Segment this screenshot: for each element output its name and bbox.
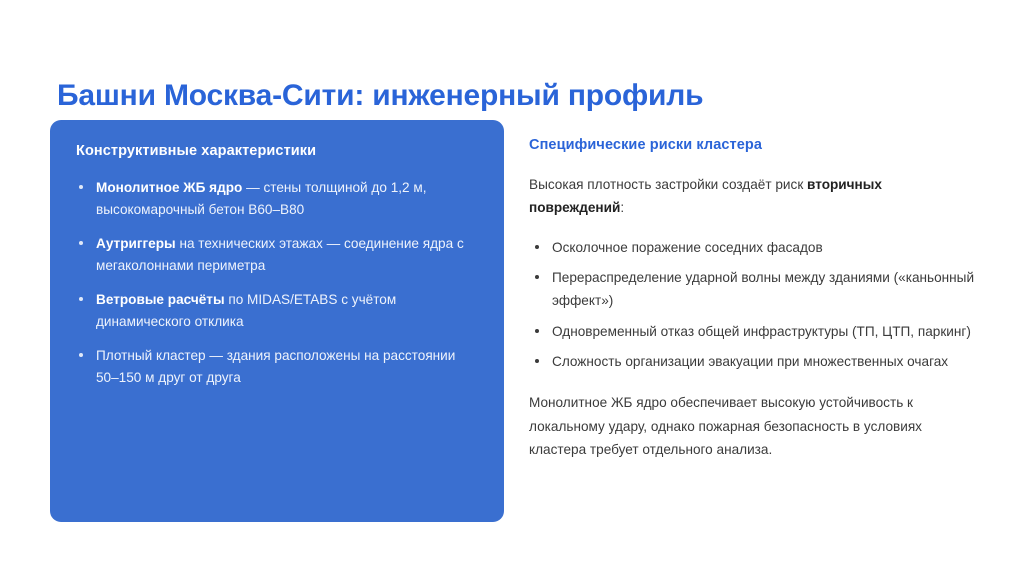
bullet-dot-icon [79,297,83,301]
list-item [76,345,478,389]
list-item-text: по MIDAS/ETABS с учётом динамического отклика [96,291,397,329]
list-item [529,236,979,259]
list-item-text: на технических этажах — соединение ядра с мегаколоннами периметра [96,235,464,273]
bullet-dot-icon [79,353,83,357]
list-item [529,350,979,373]
list-item [529,320,979,343]
risks-bullet-list [529,236,979,374]
list-item-text: Сложность организации эвакуации при множественных очагах [552,354,949,370]
section-heading: Специфические риски кластера [529,137,763,153]
page-title: Башни Москва-Сити: инженерный профиль [57,79,704,113]
bullet-dot-icon [535,329,539,333]
bullet-dot-icon [535,359,539,363]
list-item [76,177,478,221]
list-item-text: Перераспределение ударной волны между зданиями («каньонный эффект») [552,269,975,309]
list-item [529,266,979,313]
list-item-lead: Ветровые расчёты [96,291,225,307]
list-item-text: Осколочное поражение соседних фасадов [552,239,823,255]
intro-text-after: : [620,200,625,216]
bullet-dot-icon [79,241,83,245]
bullet-dot-icon [535,245,539,249]
list-item [76,289,478,333]
list-item-lead: Монолитное ЖБ ядро [96,179,243,195]
list-item-text: — стены толщиной до 1,2 м, высокомарочный бетон B60–B80 [96,179,427,217]
closing-paragraph: Монолитное ЖБ ядро обеспечивает высокую устойчивость к локальному удару, однако пожарная безопасность в условиях кластера требует отдельного анализа. [529,395,922,458]
intro-paragraph [529,173,969,220]
intro-text-strong: вторичных повреждений [529,176,882,216]
bullet-dot-icon [79,185,83,189]
list-item-lead: Аутриггеры [96,235,176,251]
bullet-dot-icon [535,275,539,279]
structural-characteristics-card [50,120,504,522]
cluster-risks-column [529,136,979,462]
intro-text-before: Высокая плотность застройки создаёт риск [529,176,808,192]
list-item-text: Одновременный отказ общей инфраструктуры (ТП, ЦТП, паркинг) [552,323,971,339]
list-item-text: Плотный кластер — здания расположены на расстоянии 50–150 м друг от друга [96,347,456,385]
card-heading: Конструктивные характеристики [76,143,317,159]
card-bullet-list [76,177,478,389]
list-item [76,233,478,277]
